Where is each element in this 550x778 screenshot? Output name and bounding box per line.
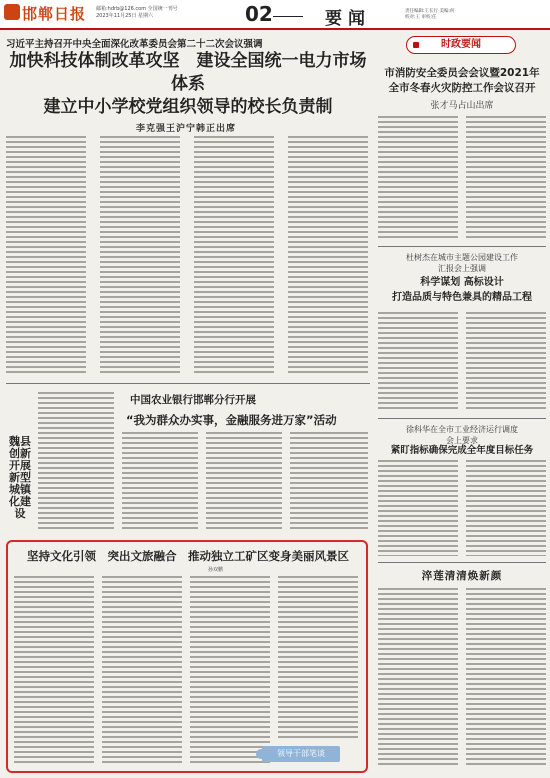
headline-line: 打造品质与特色兼具的精品工程 (392, 292, 532, 303)
section-divider (378, 246, 546, 247)
headline-line: 全市冬春火灾防控工作会议召开 (388, 82, 536, 94)
text-column (194, 136, 274, 376)
masthead-date: 2023年11月25日 星期六 (96, 13, 154, 19)
text-column (466, 588, 546, 768)
feature-article[interactable] (6, 540, 368, 773)
section-divider (378, 562, 546, 563)
text-column (100, 136, 180, 376)
park-story-kicker (378, 252, 546, 274)
headline-line: 科学谋划 高标设计 (420, 277, 504, 288)
page-number: 02 (245, 2, 273, 26)
kicker-line: 徐科华在全市工业经济运行调度 (406, 425, 518, 434)
text-column (466, 116, 546, 240)
text-column (290, 432, 368, 532)
kicker-line: 会上要求 (446, 436, 478, 445)
text-column (378, 460, 458, 556)
feature-author: 孙双鹏 (208, 567, 224, 573)
section-divider (378, 418, 546, 419)
text-column (288, 136, 368, 376)
section-title: 要闻 (325, 9, 371, 29)
park-story-headline[interactable] (378, 275, 546, 305)
lead-byline: 李克强王沪宁韩正出席 (136, 124, 237, 134)
editors-credit (405, 9, 454, 21)
masthead-meta-line: 邮箱:hdrb@126.com 全国统一刊号 (96, 6, 178, 12)
section-divider (6, 383, 370, 384)
river-story-headline[interactable]: 淬莲清清焕新颜 (421, 570, 503, 582)
fire-safety-headline[interactable] (378, 66, 546, 96)
editors-line: 责任编辑:王长行 美编:何 (405, 9, 455, 14)
page-number-rule (273, 16, 303, 17)
text-column (378, 116, 458, 240)
vertical-story-title[interactable]: 魏县创新开展新型城镇化建设 (9, 435, 31, 520)
text-column (378, 312, 458, 412)
editors-line: 校对:王 审校:任 (405, 15, 437, 20)
right-column (378, 36, 546, 772)
text-column (14, 576, 94, 766)
bank-story-kicker: 中国农业银行邯郸分行开展 (130, 394, 256, 406)
text-column (102, 576, 182, 766)
lead-headline[interactable] (6, 50, 370, 119)
kicker-line: 杜树杰在城市主题公园建设工作 (406, 253, 518, 262)
lead-kicker: 习近平主持召开中央全面深化改革委员会第二十二次会议强调 (6, 39, 263, 50)
masthead (0, 0, 550, 30)
text-column (206, 432, 282, 532)
newspaper-logo-icon (4, 4, 20, 20)
kicker-line: 汇报会上强调 (438, 264, 486, 273)
industry-story-headline[interactable]: 紧盯指标确保完成全年度目标任务 (390, 445, 534, 456)
newspaper-logo: 邯郸日报 (22, 5, 87, 23)
headline-line: 市消防安全委员会会议暨2021年 (384, 67, 540, 79)
text-column (190, 576, 270, 766)
feature-title: 坚持文化引领 突出文旅融合 推动独立工矿区变身美丽风景区 (27, 549, 349, 563)
text-column (466, 460, 546, 556)
text-column (278, 576, 358, 741)
text-column (38, 392, 114, 532)
fire-safety-subhead: 张才马占山出席 (430, 101, 494, 111)
news-tag: 时政要闻 (406, 36, 516, 54)
masthead-meta (96, 6, 178, 20)
lead-headline-line: 加快科技体制改革攻坚 建设全国统一电力市场体系 (9, 51, 367, 94)
text-column (6, 136, 86, 376)
text-column (122, 432, 198, 532)
lead-headline-line: 建立中小学校党组织领导的校长负责制 (43, 97, 333, 117)
leader-column-badge: 领导干部笔谈 (262, 746, 340, 762)
text-column (378, 588, 458, 768)
bank-story-headline[interactable]: “我为群众办实事，金融服务进万家”活动 (126, 413, 337, 427)
text-column (466, 312, 546, 412)
